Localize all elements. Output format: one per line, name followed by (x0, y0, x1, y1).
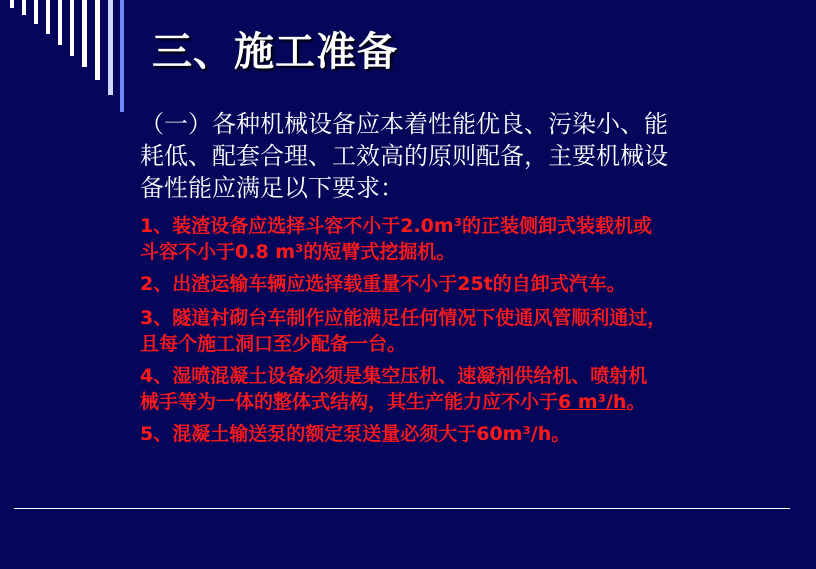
list-item (140, 421, 790, 447)
intro-line: 耗低、配套合理、工效高的原则配备，主要机械设 (140, 142, 668, 170)
stripe (95, 0, 100, 80)
stripe (108, 0, 113, 95)
stripe (22, 0, 26, 15)
item-line: 1、装渣设备应选择斗容不小于2.0m³的正装侧卸式装载机或 (140, 215, 652, 237)
bottom-divider (14, 508, 790, 509)
item-line: 且每个施工洞口至少配备一台。 (140, 333, 407, 355)
stripe (70, 0, 74, 56)
list-item (140, 363, 790, 415)
stripe (120, 0, 124, 112)
underlined-value: 6 m³/h (558, 391, 627, 413)
list-item (140, 305, 790, 357)
intro-line: （一）各种机械设备应本着性能优良、污染小、能 (140, 110, 668, 138)
decorative-stripes (0, 0, 130, 115)
slide-title: 三、施工准备 (152, 29, 398, 75)
stripe (10, 0, 14, 8)
intro-paragraph (140, 108, 780, 204)
requirements-list (140, 213, 790, 455)
item-line: 3、隧道衬砌台车制作应能满足任何情况下使通风管顺利通过， (140, 307, 667, 329)
item-line-text: 械手等为一体的整体式结构，其生产能力应不小于 (140, 391, 559, 413)
intro-line: 备性能应满足以下要求： (140, 174, 404, 202)
stripe (34, 0, 38, 24)
item-line: 5、混凝土输送泵的额定泵送量必须大于60m³/h。 (140, 423, 571, 445)
item-line: 2、出渣运输车辆应选择载重量不小于25t的自卸式汽车。 (140, 273, 626, 295)
item-line: 4、湿喷混凝土设备必须是集空压机、速凝剂供给机、喷射机 (140, 365, 648, 387)
stripe (82, 0, 87, 67)
item-line: 斗容不小于0.8 m³的短臂式挖掘机。 (140, 241, 456, 263)
list-item (140, 271, 790, 297)
stripe (46, 0, 50, 34)
list-item (140, 213, 790, 265)
item-line (140, 389, 790, 415)
item-line-end: 。 (626, 391, 646, 413)
stripe (58, 0, 62, 45)
